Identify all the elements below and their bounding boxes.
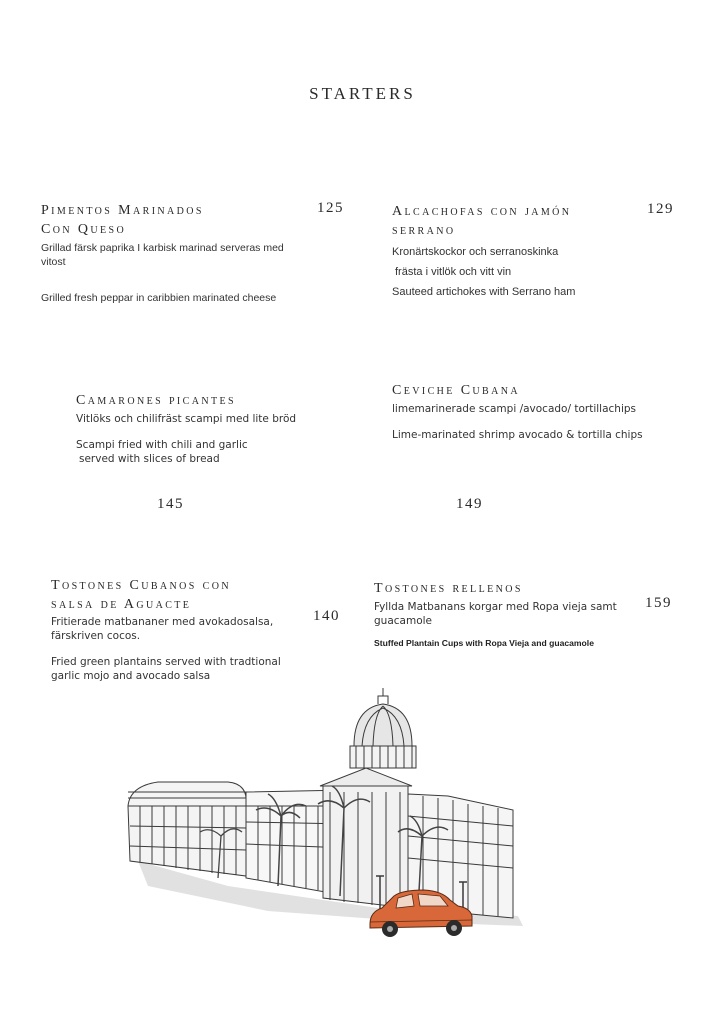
item-price: 125 (317, 200, 344, 216)
item-name: Tostones rellenos (374, 581, 523, 596)
item-name-line2: serrano (392, 223, 456, 238)
item-desc-en: Fried green plantains served with tradtional garlic mojo and avocado salsa (51, 656, 281, 682)
item-name: Tostones Cubanos con (51, 578, 231, 593)
item-desc-sv: Vitlöks och chilifräst scampi med lite bröd (76, 413, 297, 425)
item-desc-sv: Grillad färsk paprika I karbisk marinad serveras med vitost (41, 242, 284, 268)
menu-item-alcachofas (392, 202, 642, 302)
item-name: Alcachofas con jamón (392, 204, 572, 219)
havana-capitol-sketch-icon (118, 686, 538, 956)
item-desc-sv-2: frästa i vitlök och vitt vin (395, 266, 512, 278)
item-desc-sv: Fritierade matbananer med avokadosalsa, färskriven cocos. (51, 616, 274, 642)
item-price: 140 (313, 608, 340, 624)
item-name-line2: Con Queso (41, 222, 127, 237)
item-price: 159 (645, 595, 672, 611)
menu-item-ceviche (392, 381, 692, 442)
item-desc-sv: limemarinerade scampi /avocado/ tortillachips (392, 403, 636, 415)
menu-item-tostones-cubanos (51, 576, 296, 683)
item-name: Ceviche Cubana (392, 383, 520, 398)
item-desc-en: Grilled fresh peppar in caribbien marinated cheese (41, 292, 277, 304)
page-title: STARTERS (309, 84, 416, 103)
item-price: 145 (157, 496, 184, 512)
item-desc-en: Lime-marinated shrimp avocado & tortilla chips (392, 429, 643, 441)
item-desc-en-2: served with slices of bread (79, 453, 220, 465)
item-desc-sv: Fyllda Matbanans korgar med Ropa vieja samt guacamole (374, 601, 617, 627)
item-price: 129 (647, 201, 674, 217)
menu-item-tostones-rellenos (374, 579, 634, 648)
item-desc-en: Stuffed Plantain Cups with Ropa Vieja and guacamole (374, 638, 594, 648)
menu-item-pimentos (41, 201, 331, 305)
item-price: 149 (456, 496, 483, 512)
item-desc-en: Sauteed artichokes with Serrano ham (392, 286, 576, 298)
item-name-line2: salsa de Aguacte (51, 597, 192, 612)
menu-item-camarones (76, 391, 346, 466)
item-name: Pimentos Marinados (41, 203, 204, 218)
item-desc-sv: Kronärtskockor och serranoskinka (392, 246, 559, 258)
item-name: Camarones picantes (76, 393, 236, 408)
item-desc-en: Scampi fried with chili and garlic (76, 439, 248, 451)
